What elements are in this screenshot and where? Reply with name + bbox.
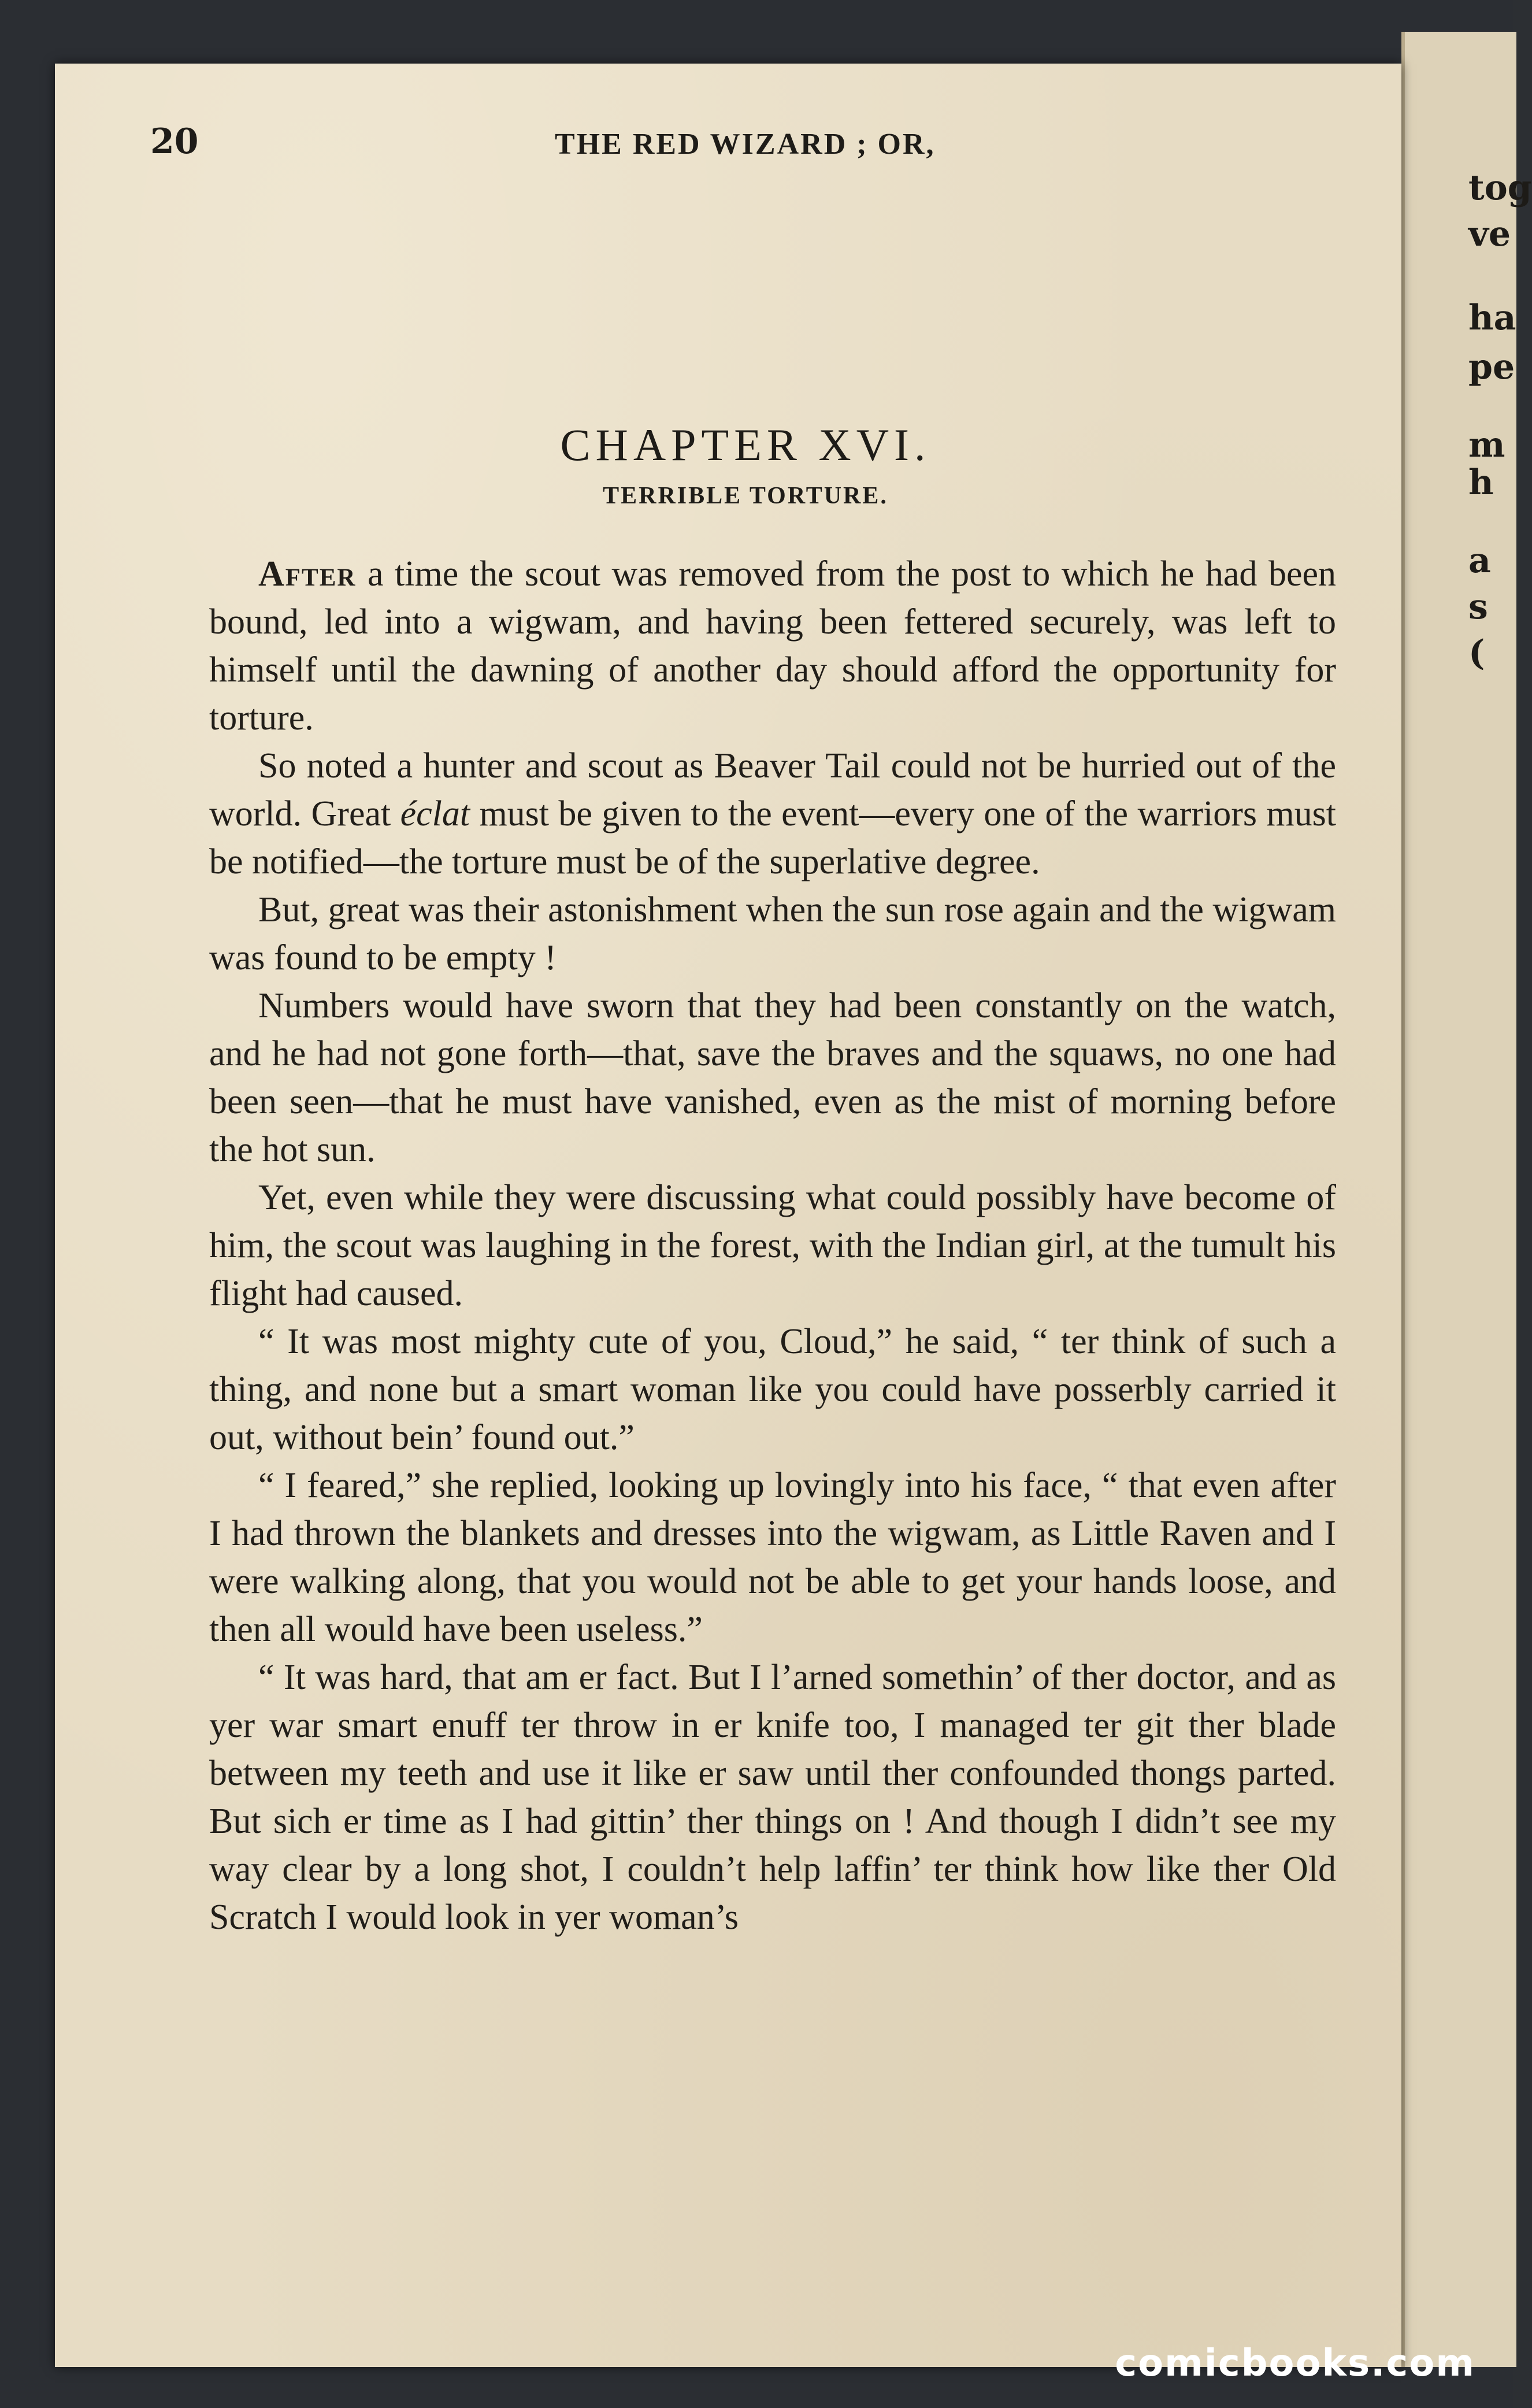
facing-page-fragment: ha (1468, 298, 1516, 338)
paragraph: “ I feared,” she replied, looking up lovingly into his face, “ that even after I had thrown the blankets and dresses into the wigwam, as Little Raven and I were walking along, that you would not be able to get your hands loose, and then all would have been useless.” (209, 1466, 1336, 1649)
facing-page-fragment: m (1468, 425, 1505, 465)
running-title: THE RED WIZARD ; OR, (555, 128, 936, 161)
italic-word: éclat (400, 794, 470, 833)
paragraph-text: So noted a hunter and scout as Beaver Tail could not be hurried out of the world. Great (209, 746, 1336, 833)
drop-lead-word: After (258, 554, 357, 594)
facing-page-fragment: ve (1468, 214, 1511, 254)
chapter-subtitle: TERRIBLE TORTURE. (603, 483, 888, 509)
facing-page-edge (1401, 32, 1532, 2367)
paragraph: “ It was most mighty cute of you, Cloud,” he said, “ ter think of such a thing, and none but a smart woman like you could have posserbly carried it out, without bein’ found out.” (209, 1322, 1336, 1457)
paragraph: “ It was hard, that am er fact. But I l’arned somethin’ of ther doctor, and as yer war smart enuff ter throw in er knife too, I managed ter git ther blade between my teeth and use it like er saw until ther confounded thongs parted. But sich er time as I had gittin’ ther things on ! And though I didn’t see my way clear by a long shot, I couldn’t help laffin’ ter think how like ther Old Scratch I would look in yer woman’s (209, 1658, 1336, 1937)
paragraph (209, 742, 1336, 886)
paragraph: Numbers would have sworn that they had been constantly on the watch, and he had not gone forth—that, save the braves and the squaws, no one had been seen—that he must have vanished, even as the mist of morning before the hot sun. (209, 986, 1336, 1169)
running-head (150, 121, 1341, 168)
page-number: 20 (150, 121, 199, 162)
watermark: comicbooks.com (1115, 2342, 1475, 2385)
paragraph-text: must be given to the event—every one of the warriors must be notified—the torture must be of the superlative degree. (209, 794, 1336, 881)
chapter-title: CHAPTER XVI. (560, 420, 931, 470)
facing-page-fragment: pe (1468, 347, 1515, 387)
paragraph (209, 550, 1336, 742)
facing-page-fragment: s (1468, 587, 1488, 627)
facing-page-fragment: a (1468, 540, 1491, 581)
paragraph: Yet, even while they were discussing what could possibly have become of him, the scout was laughing in the forest, with the Indian girl, at the tumult his flight had caused. (209, 1178, 1336, 1313)
body-text (209, 550, 1336, 1942)
facing-page-fragment: ( (1468, 633, 1485, 673)
chapter-heading (150, 416, 1341, 510)
facing-page-fragment: h (1468, 462, 1494, 503)
paragraph: But, great was their astonishment when the sun rose again and the wigwam was found to be empty ! (209, 890, 1336, 977)
facing-page-fragment: tog (1468, 168, 1532, 208)
paragraph-text: a time the scout was removed from the post to which he had been bound, led into a wigwam, and having been fettered securely, was left to himself until the dawning of another day should afford the opportunity for torture. (209, 554, 1336, 738)
